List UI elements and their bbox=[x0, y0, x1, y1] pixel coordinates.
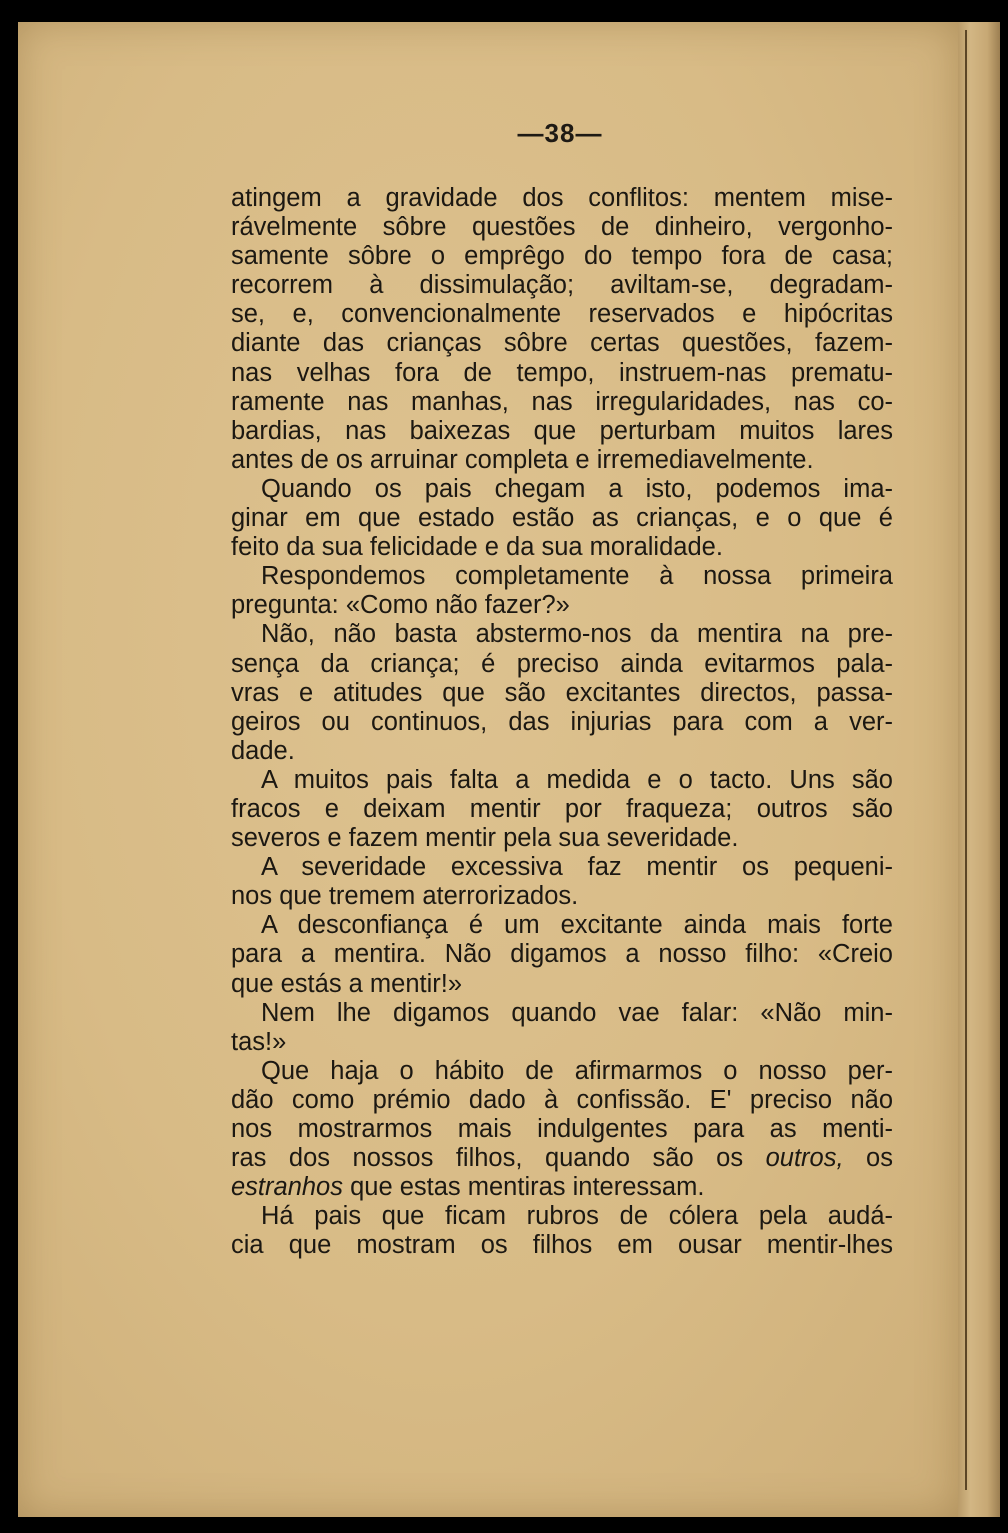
text-line: feito da sua felicidade e da sua moralidade. bbox=[231, 533, 723, 562]
text-line: nas velhas fora de tempo, instruem-nas prematu- bbox=[231, 358, 893, 387]
text-line: A desconfiança é um excitante ainda mais forte bbox=[261, 911, 893, 940]
text-line: Quando os pais chegam a isto, podemos ima- bbox=[261, 474, 893, 503]
text-line: diante das crianças sôbre certas questões, fazem- bbox=[231, 329, 893, 358]
page-number: —38— bbox=[517, 118, 603, 148]
text-line: tas!» bbox=[231, 1027, 287, 1056]
text-line: dão como prémio dado à confissão. E' preciso não bbox=[231, 1085, 893, 1114]
text-line: para a mentira. Não digamos a nosso filho: «Creio bbox=[231, 940, 893, 969]
text-line: severos e fazem mentir pela sua severidade. bbox=[231, 824, 739, 853]
text-line: se, e, convencionalmente reservados e hipócritas bbox=[231, 300, 893, 329]
text-line: Respondemos completamente à nossa primeira bbox=[261, 562, 893, 591]
text-line: pregunta: «Como não fazer?» bbox=[231, 591, 570, 620]
text-line: ginar em que estado estão as crianças, e o que é bbox=[231, 504, 893, 533]
text-line: samente sôbre o emprêgo do tempo fora de casa; bbox=[231, 242, 893, 271]
text-line: nos que tremem aterrorizados. bbox=[231, 882, 579, 911]
text-line: nos mostrarmos mais indulgentes para as menti- bbox=[231, 1115, 893, 1143]
text-line: estranhos que estas mentiras interessam. bbox=[231, 1173, 705, 1202]
page-edge-line bbox=[965, 30, 967, 1490]
body-text bbox=[231, 184, 893, 1260]
text-line: fracos e deixam mentir por fraqueza; outros são bbox=[231, 794, 893, 823]
text-line: dade. bbox=[231, 736, 295, 765]
text-line: Não, não basta abstermo-nos da mentira na pre- bbox=[261, 620, 893, 649]
text-line: Nem lhe digamos quando vae falar: «Não min- bbox=[261, 998, 893, 1027]
text-line: bardias, nas baixezas que perturbam muitos lares bbox=[231, 416, 893, 445]
text-line: antes de os arruinar completa e irremediavelmente. bbox=[231, 445, 814, 474]
text-line: Há pais que ficam rubros de cólera pela audá- bbox=[261, 1202, 893, 1231]
text-line: atingem a gravidade dos conflitos: mentem mise- bbox=[231, 184, 893, 212]
text-line: cia que mostram os filhos em ousar mentir-lhes bbox=[231, 1231, 893, 1260]
text-line: sença da criança; é preciso ainda evitarmos pala- bbox=[231, 649, 893, 678]
text-line: que estás a mentir!» bbox=[231, 969, 463, 998]
text-line: geiros ou continuos, das injurias para com a ver- bbox=[231, 707, 893, 736]
text-line: A muitos pais falta a medida e o tacto. Uns são bbox=[261, 765, 893, 794]
text-line: recorrem à dissimulação; aviltam-se, degradam- bbox=[231, 271, 893, 300]
text-line: A severidade excessiva faz mentir os pequeni- bbox=[261, 853, 893, 882]
text-line: ramente nas manhas, nas irregularidades, nas co- bbox=[231, 387, 893, 416]
text-line: ras dos nossos filhos, quando são os outros, os bbox=[231, 1144, 893, 1173]
text-line: rávelmente sôbre questões de dinheiro, vergonho- bbox=[231, 213, 893, 242]
text-line: Que haja o hábito de afirmarmos o nosso per- bbox=[261, 1056, 893, 1085]
text-line: vras e atitudes que são excitantes directos, passa- bbox=[231, 678, 893, 707]
